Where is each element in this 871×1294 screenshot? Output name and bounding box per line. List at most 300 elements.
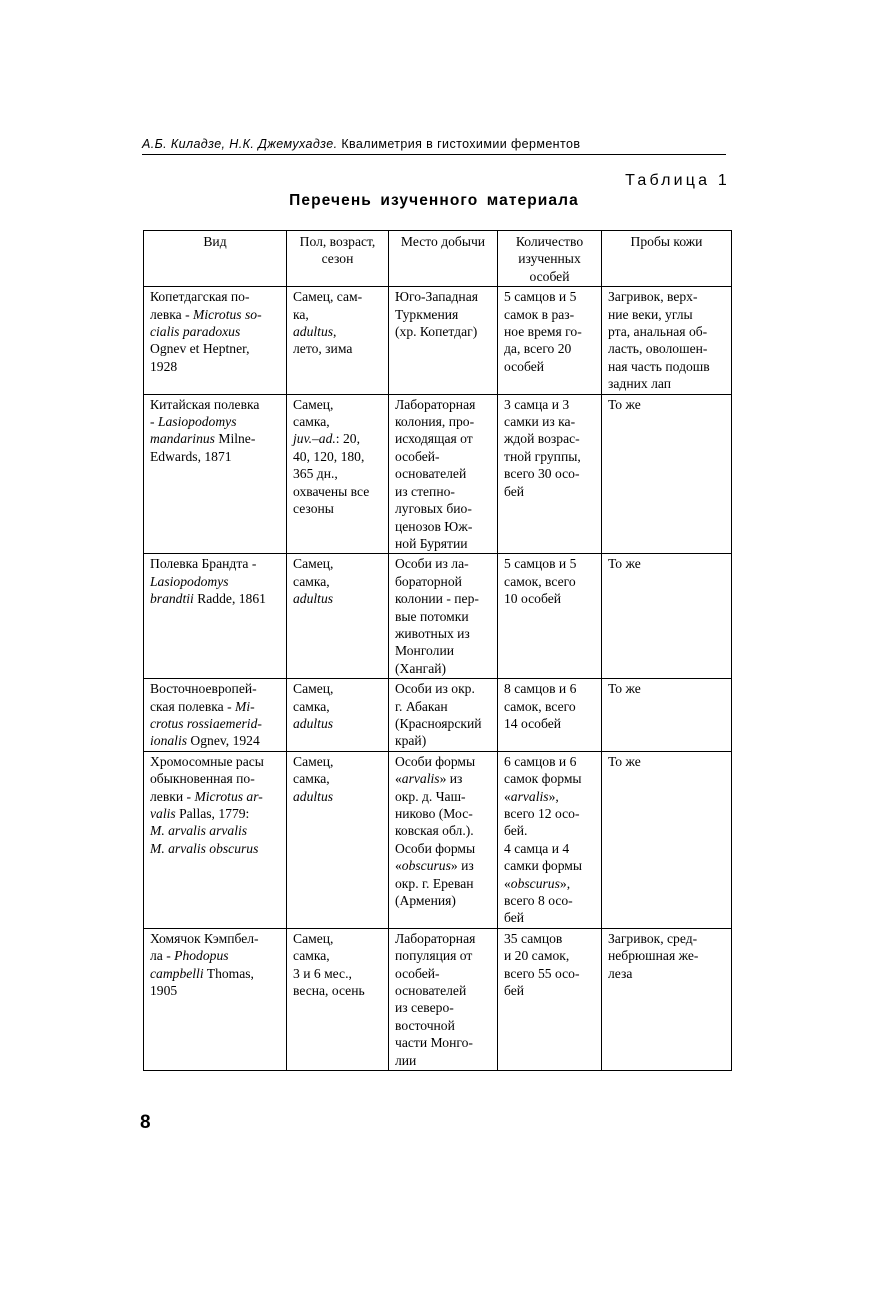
header-count bbox=[498, 231, 602, 287]
cell-line bbox=[150, 715, 280, 732]
cell-text: ждой возрас- bbox=[504, 431, 580, 447]
cell-line bbox=[293, 590, 382, 607]
latin-name-text: Lasiopodomys bbox=[157, 414, 237, 430]
latin-name-text: valis bbox=[150, 806, 176, 821]
cell-line bbox=[504, 448, 595, 465]
cell-line: небрюшная же- bbox=[608, 948, 699, 964]
cell-line: лии bbox=[395, 1052, 417, 1068]
cell-line bbox=[395, 892, 491, 909]
table-row bbox=[144, 287, 732, 394]
latin-name-text: Microtus ar- bbox=[194, 788, 263, 804]
cell-text: » из bbox=[439, 771, 463, 787]
cell-sex-age-season bbox=[287, 394, 389, 554]
cell-line bbox=[504, 288, 595, 305]
header-skin-samples bbox=[602, 231, 732, 287]
latin-name-text: arvalis bbox=[510, 788, 549, 804]
cell-skin-samples bbox=[602, 679, 732, 752]
cell-text: ное время го- bbox=[504, 324, 582, 340]
cell-species bbox=[144, 554, 287, 679]
cell-text: бей bbox=[504, 483, 525, 499]
cell-text: Milne- bbox=[214, 431, 256, 447]
cell-text: », bbox=[559, 875, 571, 891]
table-title: Перечень изученного материала bbox=[289, 192, 579, 209]
cell-text: Особи формы bbox=[395, 753, 476, 769]
cell-line bbox=[293, 770, 382, 787]
cell-text: « bbox=[395, 858, 402, 874]
cell-text: », bbox=[548, 788, 559, 804]
cell-line: ная часть подошв bbox=[608, 358, 710, 374]
cell-text: « bbox=[395, 771, 402, 787]
running-head-authors: А.Б. Киладзе, Н.К. Джемухадзе. bbox=[142, 137, 338, 151]
cell-line bbox=[504, 909, 595, 926]
cell-line bbox=[150, 965, 280, 982]
cell-count bbox=[498, 679, 602, 752]
cell-line bbox=[395, 857, 491, 874]
cell-text: бей bbox=[504, 983, 525, 999]
cell-line bbox=[150, 930, 280, 947]
cell-text: самок, всего bbox=[504, 573, 576, 589]
table-body bbox=[144, 287, 732, 1071]
cell-line bbox=[395, 770, 491, 787]
header-line: сезон bbox=[321, 251, 354, 267]
cell-line bbox=[293, 788, 382, 805]
cell-locality bbox=[389, 394, 498, 554]
header-sex-age-season bbox=[287, 231, 389, 287]
cell-text: Хомячок Кэмпбел- bbox=[150, 930, 259, 946]
running-head-book-title: Квалиметрия в гистохимии ферментов bbox=[341, 137, 581, 151]
latin-name-text: adultus bbox=[293, 324, 334, 340]
header-line: Количество bbox=[515, 234, 584, 249]
cell-sex-age-season bbox=[287, 928, 389, 1070]
cell-text: Ognev et Heptner, bbox=[150, 341, 250, 357]
cell-line bbox=[150, 753, 280, 770]
cell-line bbox=[293, 288, 382, 305]
cell-skin-samples bbox=[602, 554, 732, 679]
cell-line bbox=[504, 555, 595, 572]
header-line: Пол, возраст, bbox=[299, 234, 376, 249]
cell-line bbox=[293, 753, 382, 770]
cell-line: из степно- bbox=[395, 483, 455, 499]
cell-line bbox=[150, 770, 280, 787]
cell-text: 3 самца и 3 bbox=[504, 396, 570, 412]
cell-line: Загривок, верх- bbox=[608, 289, 698, 305]
cell-line bbox=[504, 788, 595, 805]
cell-line: особей- bbox=[395, 965, 440, 981]
cell-line: ценозов Юж- bbox=[395, 518, 473, 534]
cell-text: « bbox=[504, 788, 511, 804]
cell-text: самка, bbox=[293, 414, 330, 430]
cell-text: тной группы, bbox=[504, 448, 581, 464]
cell-line bbox=[504, 413, 595, 430]
cell-line bbox=[504, 483, 595, 500]
cell-species bbox=[144, 394, 287, 554]
cell-text: 10 особей bbox=[504, 591, 562, 607]
cell-line bbox=[293, 947, 382, 964]
cell-line bbox=[150, 323, 280, 340]
cell-line bbox=[504, 340, 595, 357]
cell-line bbox=[150, 840, 280, 857]
cell-line bbox=[293, 465, 382, 482]
cell-line: Особи из окр. bbox=[395, 681, 475, 697]
cell-line bbox=[150, 340, 280, 357]
cell-text: ковская обл.). bbox=[395, 823, 474, 839]
cell-line bbox=[293, 555, 382, 572]
cell-locality bbox=[389, 928, 498, 1070]
cell-text: самка, bbox=[293, 771, 330, 787]
cell-text: самки из ка- bbox=[504, 414, 576, 430]
cell-text: 1905 bbox=[150, 983, 178, 999]
cell-line bbox=[293, 483, 382, 500]
latin-name-text: campbelli bbox=[150, 965, 204, 981]
cell-line bbox=[293, 982, 382, 999]
cell-line bbox=[504, 965, 595, 982]
cell-text: сезоны bbox=[293, 501, 334, 517]
cell-line: (хр. Копетдаг) bbox=[395, 324, 478, 340]
cell-text: самок в раз- bbox=[504, 306, 575, 322]
cell-count bbox=[498, 554, 602, 679]
header-species bbox=[144, 231, 287, 287]
cell-text: бей bbox=[504, 910, 525, 926]
cell-line: Особи из ла- bbox=[395, 556, 469, 572]
cell-line: край) bbox=[395, 733, 427, 749]
cell-species bbox=[144, 751, 287, 928]
cell-text: всего 30 осо- bbox=[504, 466, 580, 482]
cell-text: Самец, сам- bbox=[293, 289, 363, 305]
cell-text: Radde, 1861 bbox=[193, 591, 266, 607]
cell-line bbox=[293, 500, 382, 517]
cell-text: ка, bbox=[293, 306, 309, 322]
cell-locality bbox=[389, 287, 498, 394]
cell-line: Туркмения bbox=[395, 306, 459, 322]
cell-skin-samples bbox=[602, 928, 732, 1070]
cell-text: 5 самцов и 5 bbox=[504, 556, 577, 572]
latin-name-text: M. arvalis obscurus bbox=[150, 840, 259, 856]
cell-line: То же bbox=[608, 681, 641, 697]
cell-line bbox=[293, 930, 382, 947]
cell-text: 3 и 6 мес., bbox=[293, 965, 352, 981]
running-head bbox=[142, 137, 726, 151]
cell-line: колонии - пер- bbox=[395, 591, 479, 607]
cell-text: да, всего 20 bbox=[504, 341, 572, 357]
latin-name-text: M. arvalis arvalis bbox=[150, 823, 248, 839]
cell-text: Edwards, 1871 bbox=[150, 448, 232, 464]
cell-text: всего 12 осо- bbox=[504, 806, 580, 821]
cell-text: окр. г. Ереван bbox=[395, 875, 474, 891]
cell-line bbox=[293, 965, 382, 982]
latin-name-text: juv.–ad. bbox=[293, 431, 336, 447]
cell-line: особей- bbox=[395, 448, 440, 464]
table-label: Таблица 1 bbox=[625, 172, 730, 189]
cell-line: (Красноярский bbox=[395, 715, 482, 731]
cell-line bbox=[293, 448, 382, 465]
cell-line bbox=[150, 698, 280, 715]
cell-line bbox=[293, 340, 382, 357]
cell-locality bbox=[389, 751, 498, 928]
cell-line bbox=[150, 573, 280, 590]
latin-name-text: Microtus so- bbox=[193, 306, 262, 322]
cell-line: (Хангай) bbox=[395, 660, 447, 676]
cell-line: основателей bbox=[395, 466, 467, 482]
cell-text: - bbox=[150, 414, 158, 430]
latin-name-text: Lasiopodomys bbox=[150, 573, 229, 589]
cell-count bbox=[498, 394, 602, 554]
cell-text: 6 самцов и 6 bbox=[504, 753, 577, 769]
cell-text: всего 8 осо- bbox=[504, 893, 573, 909]
cell-line: популяция от bbox=[395, 948, 473, 964]
cell-line: ние веки, углы bbox=[608, 306, 693, 322]
cell-line: животных из bbox=[395, 625, 470, 641]
cell-text: 14 особей bbox=[504, 715, 562, 731]
cell-line bbox=[504, 680, 595, 697]
cell-text: бей. bbox=[504, 823, 528, 839]
header-locality bbox=[389, 231, 498, 287]
latin-name-text: Phodopus bbox=[174, 948, 229, 964]
cell-text: (Армения) bbox=[395, 893, 456, 909]
cell-locality bbox=[389, 554, 498, 679]
cell-text: Thomas, bbox=[203, 965, 254, 981]
cell-text: 365 дн., bbox=[293, 466, 338, 482]
cell-text: 4 самца и 4 bbox=[504, 840, 570, 856]
latin-name-text: obscurus bbox=[401, 858, 451, 874]
cell-species bbox=[144, 679, 287, 752]
header-line: Место добычи bbox=[400, 234, 486, 249]
latin-name-text: brandtii bbox=[150, 591, 194, 607]
cell-line bbox=[150, 430, 280, 447]
cell-line bbox=[504, 875, 595, 892]
cell-text: Самец, bbox=[293, 681, 334, 697]
material-table bbox=[143, 230, 732, 1071]
cell-line bbox=[504, 358, 595, 375]
cell-line bbox=[293, 306, 382, 323]
cell-text: весна, осень bbox=[293, 983, 365, 999]
table-row bbox=[144, 394, 732, 554]
cell-line bbox=[150, 805, 280, 822]
cell-species bbox=[144, 928, 287, 1070]
cell-line bbox=[150, 788, 280, 805]
cell-line: Лабораторная bbox=[395, 396, 476, 412]
cell-line bbox=[504, 698, 595, 715]
cell-line bbox=[293, 323, 382, 340]
cell-line: ласть, оволошен- bbox=[608, 341, 708, 357]
cell-line bbox=[395, 840, 491, 857]
latin-name-text: obscurus bbox=[510, 875, 560, 891]
cell-line: Юго-Западная bbox=[395, 289, 478, 305]
cell-sex-age-season bbox=[287, 287, 389, 394]
cell-line bbox=[150, 413, 280, 430]
cell-line: луговых био- bbox=[395, 501, 472, 517]
cell-line bbox=[150, 680, 280, 697]
cell-text: 8 самцов и 6 bbox=[504, 681, 577, 697]
cell-line bbox=[504, 430, 595, 447]
cell-line: бораторной bbox=[395, 573, 462, 589]
cell-line: леза bbox=[608, 965, 633, 981]
cell-text: всего 55 осо- bbox=[504, 965, 580, 981]
cell-line: задних лап bbox=[608, 376, 671, 392]
cell-line bbox=[504, 590, 595, 607]
cell-text: Самец, bbox=[293, 396, 334, 412]
table-row bbox=[144, 751, 732, 928]
cell-count bbox=[498, 287, 602, 394]
cell-line bbox=[395, 788, 491, 805]
cell-line: ной Бурятии bbox=[395, 535, 468, 551]
cell-sex-age-season bbox=[287, 679, 389, 752]
cell-text: « bbox=[504, 875, 511, 891]
cell-line bbox=[150, 306, 280, 323]
cell-line bbox=[150, 555, 280, 572]
cell-line: вые потомки bbox=[395, 608, 469, 624]
cell-text: , bbox=[333, 324, 337, 340]
cell-text: Особи формы bbox=[395, 840, 476, 856]
cell-text: Pallas, 1779: bbox=[175, 806, 250, 821]
cell-text: самок, всего bbox=[504, 698, 576, 714]
latin-name-text: Mi- bbox=[235, 698, 255, 714]
latin-name-text: cialis paradoxus bbox=[150, 324, 241, 340]
cell-line: Монголии bbox=[395, 643, 455, 659]
table-row bbox=[144, 554, 732, 679]
cell-text: левка - bbox=[150, 306, 193, 322]
table-row bbox=[144, 928, 732, 1070]
cell-text: Самец, bbox=[293, 930, 334, 946]
cell-text: окр. д. Чаш- bbox=[395, 788, 466, 804]
cell-line bbox=[150, 448, 280, 465]
cell-line bbox=[293, 680, 382, 697]
cell-line bbox=[504, 715, 595, 732]
table-row bbox=[144, 679, 732, 752]
cell-text: особей bbox=[504, 358, 545, 374]
cell-text: левки - bbox=[150, 788, 195, 804]
header-line: особей bbox=[529, 268, 570, 284]
cell-line bbox=[504, 822, 595, 839]
cell-skin-samples bbox=[602, 394, 732, 554]
cell-text: 1928 bbox=[150, 358, 178, 374]
cell-locality bbox=[389, 679, 498, 752]
cell-line bbox=[504, 947, 595, 964]
cell-text: 40, 120, 180, bbox=[293, 448, 365, 464]
cell-text: и 20 самок, bbox=[504, 948, 570, 964]
cell-line bbox=[395, 805, 491, 822]
cell-line bbox=[150, 358, 280, 375]
cell-line bbox=[504, 930, 595, 947]
cell-text: Хромосомные расы bbox=[150, 753, 264, 769]
cell-text: Полевка Брандта - bbox=[150, 556, 257, 572]
cell-text: Китайская полевка bbox=[150, 396, 260, 412]
latin-name-text: adultus bbox=[293, 591, 334, 607]
cell-text: никово (Мос- bbox=[395, 806, 473, 821]
cell-text: 35 самцов bbox=[504, 930, 563, 946]
cell-text: ская полевка - bbox=[150, 698, 236, 714]
cell-line bbox=[293, 430, 382, 447]
cell-line: исходящая от bbox=[395, 431, 473, 447]
cell-skin-samples bbox=[602, 287, 732, 394]
page-number: 8 bbox=[140, 1112, 151, 1133]
cell-line bbox=[504, 840, 595, 857]
cell-text: лето, зима bbox=[293, 341, 353, 357]
cell-sex-age-season bbox=[287, 554, 389, 679]
cell-text: охвачены все bbox=[293, 483, 370, 499]
cell-line bbox=[150, 288, 280, 305]
cell-text: Копетдагская по- bbox=[150, 289, 250, 305]
cell-line bbox=[504, 396, 595, 413]
cell-text: 5 самцов и 5 bbox=[504, 289, 577, 305]
cell-line bbox=[504, 982, 595, 999]
latin-name-text: adultus bbox=[293, 715, 334, 731]
cell-line bbox=[150, 732, 280, 749]
header-line: изученных bbox=[518, 251, 581, 267]
cell-text: самка, bbox=[293, 698, 330, 714]
cell-text: Самец, bbox=[293, 556, 334, 572]
cell-line bbox=[504, 306, 595, 323]
cell-line bbox=[293, 413, 382, 430]
cell-text: самка, bbox=[293, 573, 330, 589]
cell-line bbox=[150, 396, 280, 413]
cell-line bbox=[293, 573, 382, 590]
cell-text: самки формы bbox=[504, 858, 583, 874]
cell-count bbox=[498, 928, 602, 1070]
cell-line: Лабораторная bbox=[395, 930, 476, 946]
cell-line bbox=[150, 947, 280, 964]
cell-line bbox=[395, 822, 491, 839]
cell-line: рта, анальная об- bbox=[608, 324, 708, 340]
latin-name-text: arvalis bbox=[401, 771, 440, 787]
cell-skin-samples bbox=[602, 751, 732, 928]
cell-line bbox=[150, 590, 280, 607]
cell-line bbox=[395, 753, 491, 770]
cell-text: ла - bbox=[150, 948, 175, 964]
latin-name-text: mandarinus bbox=[150, 431, 215, 447]
cell-line bbox=[504, 753, 595, 770]
cell-text: Восточноевропей- bbox=[150, 681, 257, 697]
cell-line bbox=[150, 982, 280, 999]
header-line: Вид bbox=[203, 234, 227, 249]
header-line: Пробы кожи bbox=[630, 234, 703, 249]
cell-line bbox=[504, 573, 595, 590]
cell-text: самок формы bbox=[504, 771, 582, 787]
cell-line bbox=[504, 323, 595, 340]
cell-text: » из bbox=[450, 858, 474, 874]
running-head-rule bbox=[142, 154, 726, 155]
table-header-row bbox=[144, 231, 732, 287]
latin-name-text: adultus bbox=[293, 788, 334, 804]
cell-text: обыкновенная по- bbox=[150, 771, 255, 787]
cell-line bbox=[150, 822, 280, 839]
cell-line: из северо- bbox=[395, 1000, 454, 1016]
latin-name-text: crotus rossiaemerid- bbox=[150, 715, 262, 731]
cell-line bbox=[504, 857, 595, 874]
cell-text: самка, bbox=[293, 948, 330, 964]
cell-text: Самец, bbox=[293, 753, 334, 769]
cell-line bbox=[395, 875, 491, 892]
cell-line bbox=[504, 770, 595, 787]
cell-line bbox=[504, 892, 595, 909]
cell-line: колония, про- bbox=[395, 414, 475, 430]
cell-line: основателей bbox=[395, 983, 467, 999]
cell-line: То же bbox=[608, 396, 641, 412]
cell-count bbox=[498, 751, 602, 928]
cell-text: : 20, bbox=[335, 431, 360, 447]
cell-line: Загривок, сред- bbox=[608, 930, 698, 946]
cell-species bbox=[144, 287, 287, 394]
cell-line bbox=[504, 805, 595, 822]
cell-line bbox=[293, 698, 382, 715]
cell-sex-age-season bbox=[287, 751, 389, 928]
cell-line bbox=[293, 715, 382, 732]
cell-line: г. Абакан bbox=[395, 698, 448, 714]
cell-line: части Монго- bbox=[395, 1035, 473, 1051]
cell-line: восточной bbox=[395, 1017, 455, 1033]
latin-name-text: ionalis bbox=[150, 733, 188, 749]
cell-line: То же bbox=[608, 753, 641, 769]
cell-text: Ognev, 1924 bbox=[187, 733, 260, 749]
